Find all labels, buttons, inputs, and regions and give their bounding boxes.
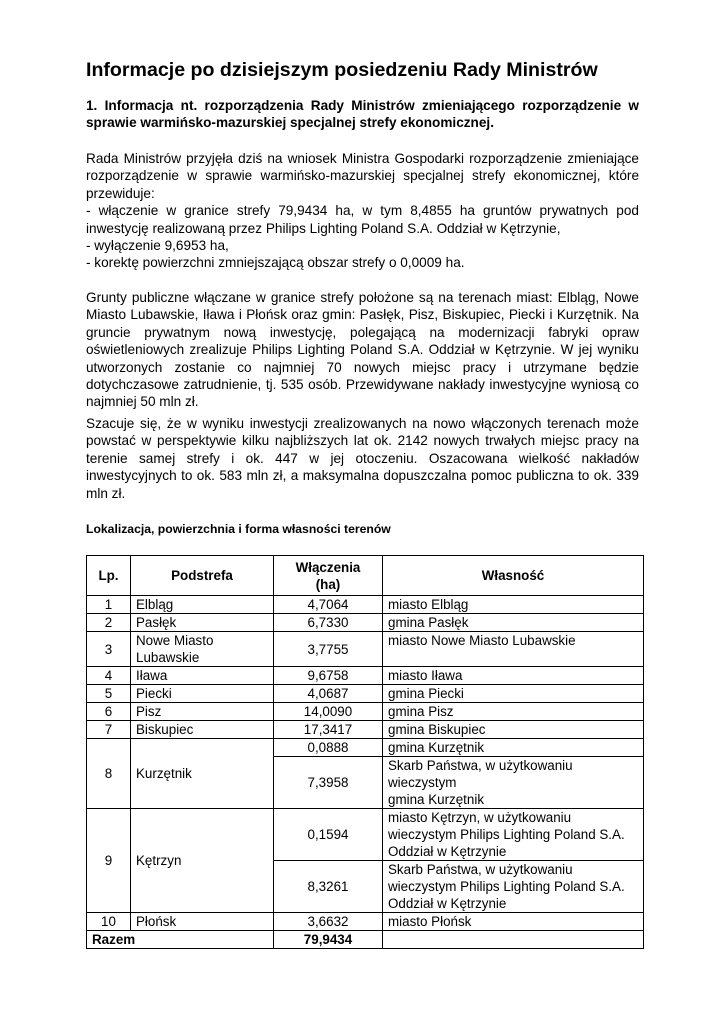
header-lp: Lp. [87,556,131,596]
cell-lp: 1 [87,596,131,614]
table-header-row [87,556,644,596]
cell-owner: miasto Iława [383,667,644,685]
owner-line: Skarb Państwa, w użytkowaniu wieczystym [388,758,573,790]
paragraph-1-intro: Rada Ministrów przyjęła dziś na wniosek Ministra Gospodarki rozporządzenie zmieniające rozporządzenie w sprawie warmińsko-mazurskiej specjalnej strefy ekonomicznej, które przewiduje: [86,151,639,201]
cell-owner [383,757,644,809]
table-row [87,667,644,685]
cell-name: Płońsk [131,913,274,931]
cell-lp: 9 [87,809,131,913]
table-row [87,739,644,757]
cell-lp: 4 [87,667,131,685]
paragraph-1 [86,150,639,272]
table-row [87,632,644,667]
cell-name: Pasłęk [131,614,274,632]
header-area: Włączenia (ha) [274,556,383,596]
document-title: Informacje po dzisiejszym posiedzeniu Rady Ministrów [86,59,598,81]
cell-area: 7,3958 [274,757,383,809]
total-area: 79,9434 [274,931,383,949]
table-row [87,703,644,721]
cell-lp: 8 [87,739,131,809]
table-row [87,614,644,632]
cell-area: 8,3261 [274,861,383,913]
cell-name: Pisz [131,703,274,721]
cell-lp: 3 [87,632,131,667]
cell-owner: miasto Płońsk [383,913,644,931]
section-heading: 1. Informacja nt. rozporządzenia Rady Ministrów zmieniającego rozporządzenie w sprawie warmińsko-mazurskiej specjalnej strefy ekonomicznej. [86,98,639,131]
cell-owner: miasto Elbląg [383,596,644,614]
cell-name: Piecki [131,685,274,703]
table-row [87,685,644,703]
table-row [87,913,644,931]
cell-owner: gmina Pasłęk [383,614,644,632]
cell-area: 14,0090 [274,703,383,721]
header-owner: Własność [383,556,644,596]
table-caption: Lokalizacja, powierzchnia i forma własności terenów [86,522,391,536]
land-table [86,555,644,949]
cell-area: 0,0888 [274,739,383,757]
cell-owner: miasto Kętrzyn, w użytkowaniu wieczystym Philips Lighting Poland S.A. Oddział w Kętrzynie [383,809,644,861]
list-item: - włączenie w granice strefy 79,9434 ha, w tym 8,4855 ha gruntów prywatnych pod inwestycję realizowaną przez Philips Lighting Poland S.A. Oddział w Kętrzynie, [86,203,639,236]
cell-lp: 7 [87,721,131,739]
cell-area: 4,0687 [274,685,383,703]
cell-owner: gmina Piecki [383,685,644,703]
cell-owner: miasto Nowe Miasto Lubawskie [383,632,644,667]
cell-area: 3,7755 [274,632,383,667]
header-podstrefa: Podstrefa [131,556,274,596]
cell-area: 6,7330 [274,614,383,632]
table-row [87,596,644,614]
cell-area: 17,3417 [274,721,383,739]
cell-owner: gmina Biskupiec [383,721,644,739]
table-total-row [87,931,644,949]
cell-name: Kętrzyn [131,809,274,913]
cell-owner: gmina Pisz [383,703,644,721]
cell-lp: 10 [87,913,131,931]
list-item: - wyłączenie 9,6953 ha, [86,238,229,254]
cell-name: Kurzętnik [131,739,274,809]
cell-owner: gmina Kurzętnik [383,739,644,757]
list-item: - korektę powierzchni zmniejszającą obszar strefy o 0,0009 ha. [86,255,465,271]
cell-name: Elbląg [131,596,274,614]
cell-name: Biskupiec [131,721,274,739]
cell-area: 3,6632 [274,913,383,931]
cell-owner: Skarb Państwa, w użytkowaniu wieczystym Philips Lighting Poland S.A. Oddział w Kętrzynie [383,861,644,913]
cell-name: Iława [131,667,274,685]
cell-area: 0,1594 [274,809,383,861]
cell-name: Nowe Miasto Lubawskie [131,632,274,667]
total-label: Razem [87,931,274,949]
table-row [87,809,644,861]
paragraph-2: Grunty publiczne włączane w granice strefy położone są na terenach miast: Elbląg, Nowe Miasto Lubawskie, Iława i Płońsk oraz gmin: Pasłęk, Pisz, Biskupiec, Piecki i Kurzętnik. Na gruncie prywatnym nową inwestycję, polegającą na modernizacji fabryki opraw oświetleniowych zrealizuje Philips Lighting Poland S.A. Oddział w Kętrzynie. W jej wyniku utworzonych zostanie co najmniej 70 nowych miejsc pracy i utrzymane będzie dotychczasowe zatrudnienie, tj. 535 osób. Przewidywane nakłady inwestycyjne wyniosą co najmniej 50 mln zł. [86,290,639,410]
cell-area: 9,6758 [274,667,383,685]
cell-owner [383,931,644,949]
cell-lp: 2 [87,614,131,632]
cell-lp: 6 [87,703,131,721]
paragraph-3: Szacuje się, że w wyniku inwestycji zrealizowanych na nowo włączonych terenach może powstać w perspektywie kilku najbliższych lat ok. 2142 nowych trwałych miejsc pracy na terenie samej strefy i ok. 447 w jej otoczeniu. Oszacowana wielkość nakładów inwestycyjnych to ok. 583 mln zł, a maksymalna dopuszczalna pomoc publiczna to ok. 339 mln zł. [86,416,639,501]
cell-area: 4,7064 [274,596,383,614]
table-row [87,721,644,739]
cell-lp: 5 [87,685,131,703]
owner-line: gmina Kurzętnik [388,792,485,807]
